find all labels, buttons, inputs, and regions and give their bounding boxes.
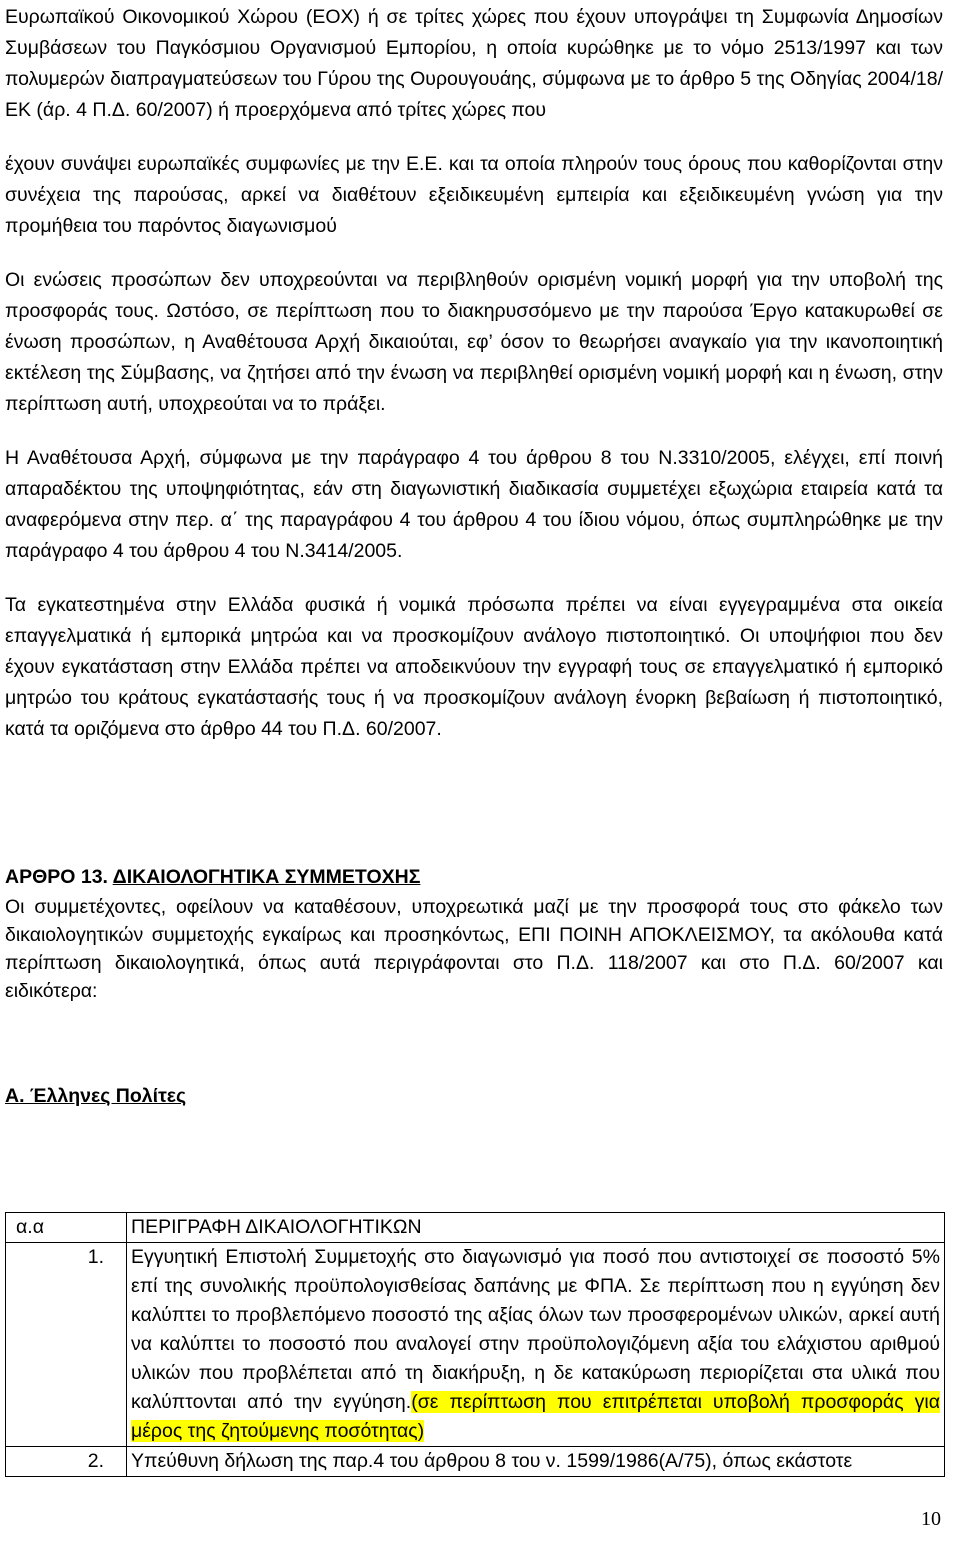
- table-cell-num: 2.: [6, 1447, 127, 1477]
- table-header-desc: ΠΕΡΙΓΡΑΦΗ ΔΙΚΑΙΟΛΟΓΗΤΙΚΩΝ: [127, 1213, 945, 1243]
- table-row: [6, 1447, 945, 1477]
- paragraph-eoch-countries: Ευρωπαϊκού Οικονομικού Χώρου (ΕΟΧ) ή σε τρίτες χώρες που έχουν υπογράψει τη Συμφωνία Δημοσίων Συμβάσεων του Παγκόσμιου Οργανισμού Εμπορίου, η οποία κυρώθηκε με το νόμο 2513/1997 και των πολυμερών διαπραγματεύσεων του Γύρου της Ουρουγουάης, σύμφωνα με το άρθρο 5 της Οδηγίας 2004/18/ΕΚ (άρ. 4 Π.Δ. 60/2007) ή προερχόμενα από τρίτες χώρες που: [5, 6, 943, 121]
- table-row: [6, 1243, 945, 1447]
- paragraph-eoch-countries-continued: έχουν συνάψει ευρωπαϊκές συμφωνίες με την Ε.Ε. και τα οποία πληρούν τους όρους που καθορίζονται στην συνέχεια της παρούσας, αρκεί να διαθέτουν εξειδικευμένη εμπειρία και εξειδικευμένη γνώση για την προμήθεια του παρόντος διαγωνισμού: [5, 153, 943, 237]
- table-cell-desc: Υπεύθυνη δήλωση της παρ.4 του άρθρου 8 του ν. 1599/1986(Α/75), όπως εκάστοτε: [127, 1447, 945, 1477]
- article-body: Οι συμμετέχοντες, οφείλουν να καταθέσουν, υποχρεωτικά μαζί με την προσφορά τους στο φάκελο των δικαιολογητικών συμμετοχής εγκαίρως και προσηκόντως, ΕΠΙ ΠΟΙΝΗ ΑΠΟΚΛΕΙΣΜΟΥ, τα ακόλουθα κατά περίπτωση δικαιολογητικά, όπως αυτά περιγράφονται στο Π.Δ. 118/2007 και στο Π.Δ. 60/2007 και ειδικότερα:: [5, 896, 943, 1002]
- table-header-num: α.α: [6, 1213, 127, 1243]
- documents-table: [5, 1212, 945, 1477]
- highlighted-note: (σε περίπτωση που επιτρέπεται υποβολή προσφοράς για μέρος της ζητούμενης ποσότητας): [131, 1391, 940, 1442]
- paragraph-offshore-check: Η Αναθέτουσα Αρχή, σύμφωνα με την παράγραφο 4 του άρθρου 8 του Ν.3310/2005, ελέγχει, επί ποινή απαραδέκτου της υποψηφιότητας, εάν στη διαγωνιστική διαδικασία συμμετέχει εξωχώρια εταιρεία κατά τα αναφερόμενα στην περ. α΄ της παραγράφου 4 του άρθρου 4 του ίδιου νόμου, όπως συμπληρώθηκε με την παράγραφο 4 του άρθρου 4 του Ν.3414/2005.: [5, 447, 943, 562]
- article-number: ΑΡΘΡΟ 13.: [5, 866, 108, 888]
- paragraph-joint-ventures: Οι ενώσεις προσώπων δεν υποχρεούνται να περιβληθούν ορισμένη νομική μορφή για την υποβολή της προσφοράς τους. Ωστόσο, σε περίπτωση που το διακηρυσσόμενο με την παρούσα Έργο κατακυρωθεί σε ένωση προσώπων, η Αναθέτουσα Αρχή δικαιούται, εφ’ όσον το θεωρήσει αναγκαίο για την ικανοποιητική εκτέλεση της Σύμβασης, να ζητήσει από την ένωση να περιβληθεί ορισμένη νομική μορφή και η ένωση, στην περίπτωση αυτή, υποχρεούται να το πράξει.: [5, 269, 943, 415]
- table-cell-desc: [127, 1243, 945, 1447]
- section-heading-greek-citizens: Α. Έλληνες Πολίτες: [5, 1085, 187, 1107]
- page-number: 10: [921, 1508, 941, 1530]
- table-cell-num: 1.: [6, 1243, 127, 1447]
- article-heading: [5, 862, 943, 893]
- row-description-text: Εγγυητική Επιστολή Συμμετοχής στο διαγωνισμό για ποσό που αντιστοιχεί σε ποσοστό 5% επί της συνολικής προϋπολογισθείσας δαπάνης με ΦΠΑ. Σε περίπτωση που η εγγύηση δεν καλύπτει το προβλεπόμενο ποσοστό της αξίας όλων των προσφερομένων υλικών, αρκεί αυτή να καλύπτει το ποσοστό που αναλογεί στην προϋπολογιζόμενη αξία του ελάχιστου αριθμού υλικών που προβλέπεται από τη διακήρυξη, η δε κατακύρωση περιορίζεται στα υλικά που καλύπτονται από την εγγύηση.: [131, 1246, 940, 1413]
- article-title: ΔΙΚΑΙΟΛΟΓΗΤΙΚΑ ΣΥΜΜΕΤΟΧΗΣ: [112, 866, 421, 888]
- table-header-row: [6, 1213, 945, 1243]
- paragraph-registration: Τα εγκατεστημένα στην Ελλάδα φυσικά ή νομικά πρόσωπα πρέπει να είναι εγγεγραμμένα στα οικεία επαγγελματικά ή εμπορικά μητρώα και να προσκομίζουν ανάλογο πιστοποιητικό. Οι υποψήφιοι που δεν έχουν εγκατάσταση στην Ελλάδα πρέπει να αποδεικνύουν την εγγραφή τους σε επαγγελματικό ή εμπορικό μητρώο του κράτους εγκατάστασής τους ή να προσκομίζουν ανάλογη ένορκη βεβαίωση ή πιστοποιητικό, κατά τα οριζόμενα στο άρθρο 44 του Π.Δ. 60/2007.: [5, 594, 943, 740]
